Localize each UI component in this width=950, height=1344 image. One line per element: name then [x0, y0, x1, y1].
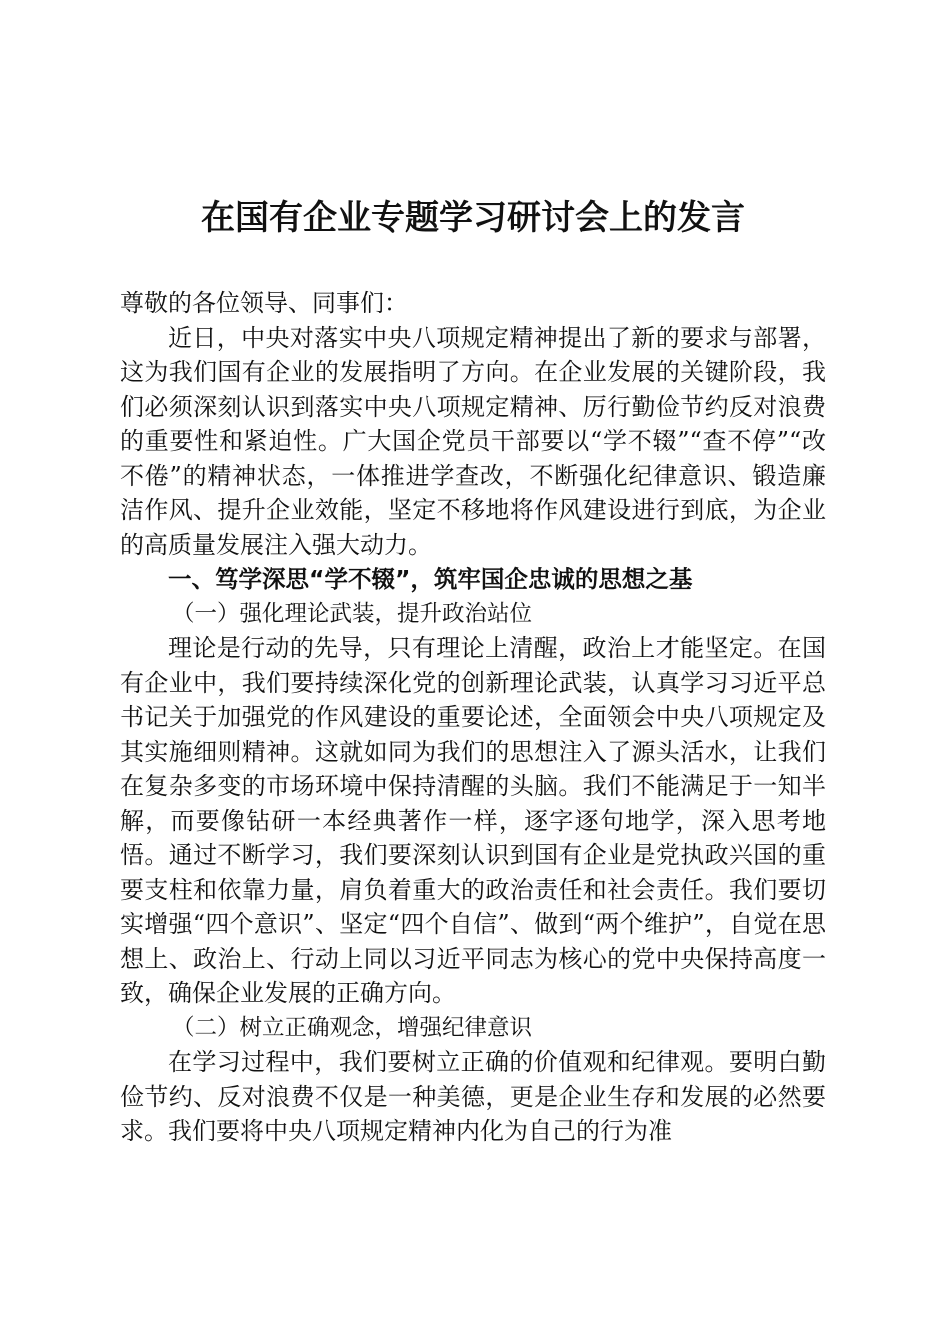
salutation: 尊敬的各位领导、同事们：	[120, 289, 408, 317]
subsection-2-paragraph: 在学习过程中，我们要树立正确的价值观和纪律观。要明白勤俭节约、反对浪费不仅是一种美德，更是企业生存和发展的必然要求。我们要将中央八项规定精神内化为自己的行为准	[120, 1048, 826, 1145]
document-page	[120, 0, 826, 1344]
section-1-heading: 一、笃学深思“学不辍”，筑牢国企忠诚的思想之基	[168, 565, 693, 593]
subsection-1-paragraph: 理论是行动的先导，只有理论上清醒，政治上才能坚定。在国有企业中，我们要持续深化党的创新理论武装，认真学习习近平总书记关于加强党的作风建设的重要论述，全面领会中央八项规定及其实施细则精神。这就如同为我们的思想注入了源头活水，让我们在复杂多变的市场环境中保持清醒的头脑。我们不能满足于一知半解，而要像钻研一本经典著作一样，逐字逐句地学，深入思考地悟。通过不断学习，我们要深刻认识到国有企业是党执政兴国的重要支柱和依靠力量，肩负着重大的政治责任和社会责任。我们要切实增强“四个意识”、坚定“四个自信”、做到“两个维护”，自觉在思想上、政治上、行动上同以习近平同志为核心的党中央保持高度一致，确保企业发展的正确方向。	[120, 634, 826, 1007]
subsection-2-heading: （二）树立正确观念，增强纪律意识	[172, 1014, 533, 1041]
intro-paragraph: 近日，中央对落实中央八项规定精神提出了新的要求与部署，这为我们国有企业的发展指明了方向。在企业发展的关键阶段，我们必须深刻认识到落实中央八项规定精神、厉行勤俭节约反对浪费的重要性和紧迫性。广大国企党员干部要以“学不辍”“查不停”“改不倦”的精神状态，一体推进学查改，不断强化纪律意识、锻造廉洁作风、提升企业效能，坚定不移地将作风建设进行到底，为企业的高质量发展注入强大动力。	[120, 323, 826, 559]
subsection-1-heading: （一）强化理论武装，提升政治站位	[172, 600, 533, 627]
document-body	[120, 286, 826, 1149]
document-title: 在国有企业专题学习研讨会上的发言	[201, 198, 745, 238]
